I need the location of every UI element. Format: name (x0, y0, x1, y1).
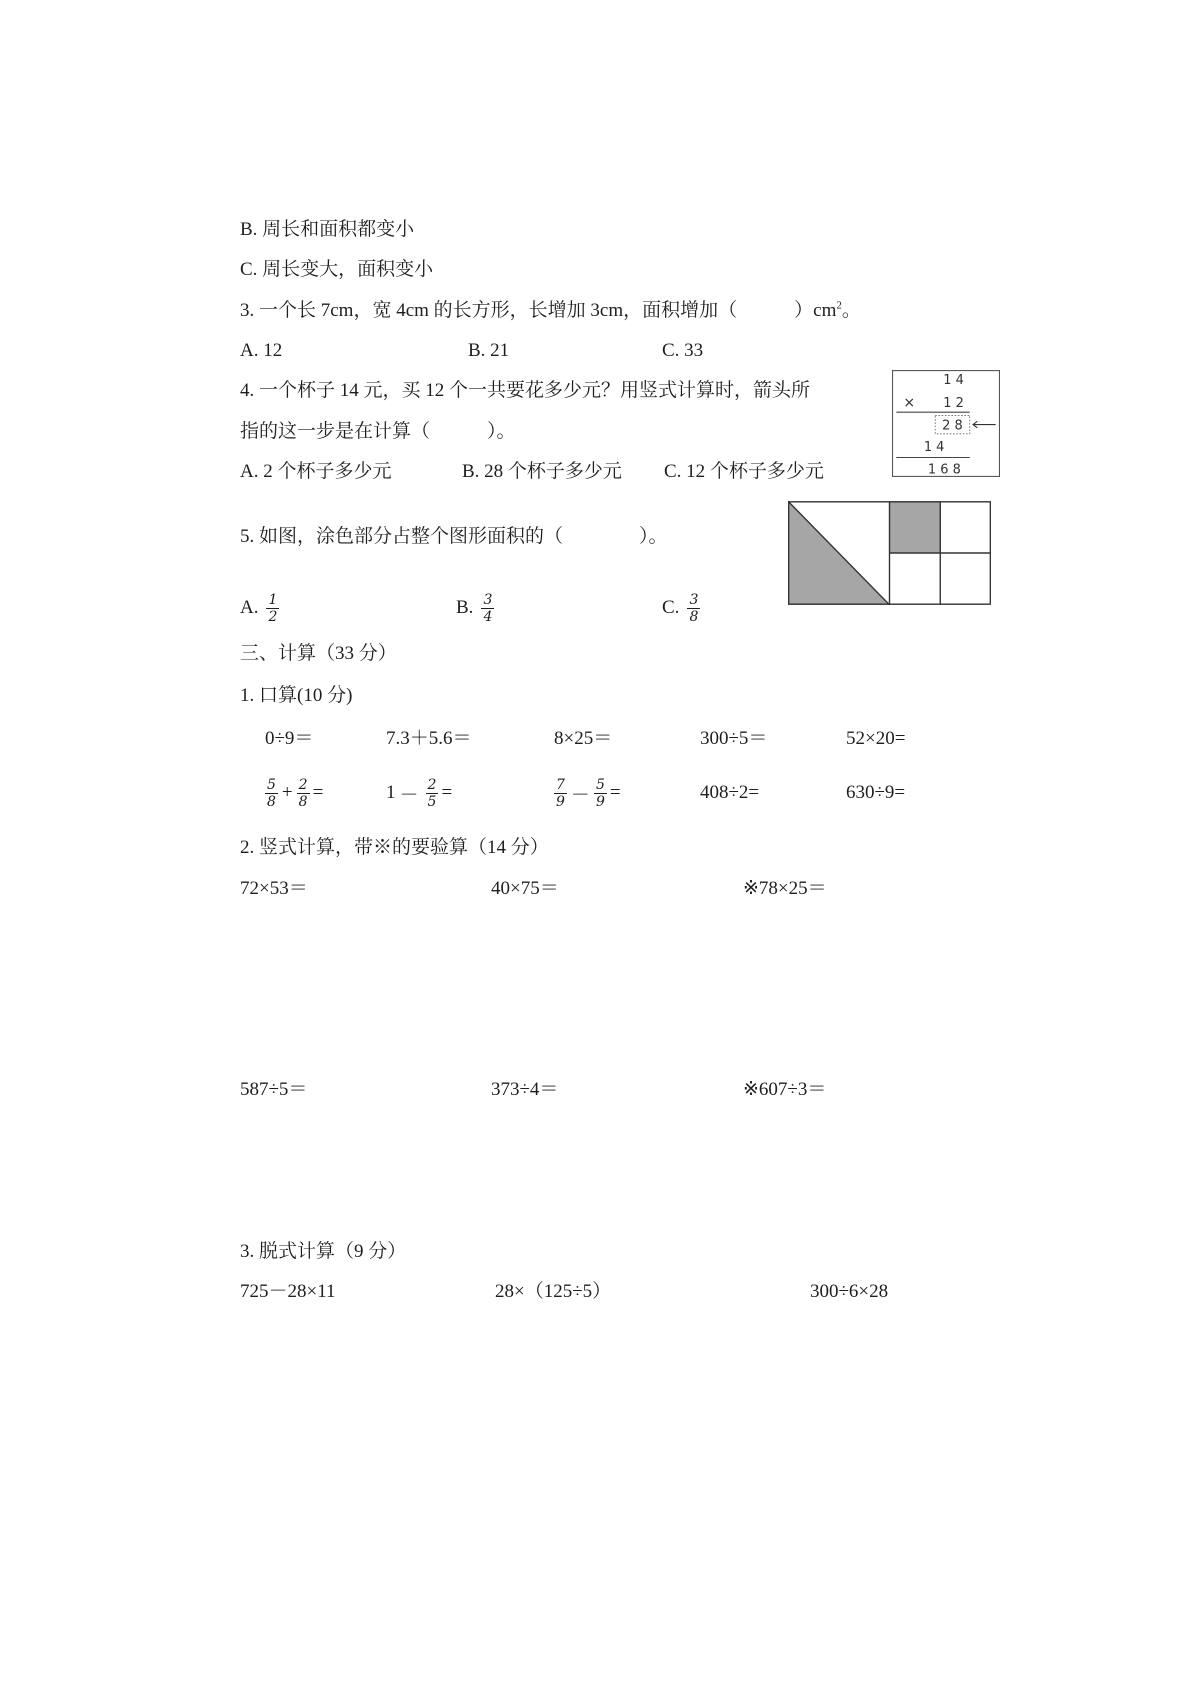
oral-item-text: 630÷9= (846, 782, 906, 803)
numerator: 5 (595, 776, 605, 793)
numerator: 1 (268, 591, 278, 608)
denominator: 2 (268, 608, 278, 625)
fraction (297, 777, 310, 810)
q2-option-b: B. 周长和面积都变小 (240, 219, 415, 240)
shaded-small-square (890, 501, 941, 553)
vertical-calc-item: 72×53＝ (240, 878, 308, 899)
stepwise-calc-item: 28×（125÷5） (495, 1281, 612, 1302)
fraction (481, 592, 494, 625)
vertical-calc-item: 373÷4＝ (491, 1079, 559, 1100)
fraction (265, 777, 278, 810)
fraction (426, 777, 439, 810)
arrow-left-icon (973, 421, 996, 427)
oral-calc-title: 1. 口算(10 分) (240, 685, 353, 706)
q3-option-a: A. 12 (240, 340, 283, 361)
equals-sign: = (609, 782, 621, 803)
multiply-sign: × (903, 394, 916, 411)
numerator: 7 (556, 776, 565, 793)
denominator: 4 (483, 608, 493, 625)
denominator: 8 (689, 608, 699, 625)
oral-item-text: 408÷2= (700, 782, 760, 803)
stepwise-calc-item: 300÷6×28 (810, 1281, 889, 1302)
oral-item: 52×20= (846, 728, 906, 749)
fraction (687, 592, 700, 625)
operator: + (281, 782, 293, 803)
q3-end: 。 (841, 300, 861, 321)
oral-item (846, 770, 905, 816)
vertical-calc-item: ※78×25＝ (743, 878, 827, 899)
stepwise-calc-title: 3. 脱式计算（9 分） (240, 1241, 407, 1262)
oral-item: 300÷5＝ (700, 728, 768, 749)
denominator: 9 (595, 793, 605, 810)
q5-option-c (662, 586, 703, 630)
option-label: C. (662, 597, 680, 618)
numerator: 3 (483, 591, 493, 608)
numerator: 5 (267, 776, 276, 793)
multiplicand: 1 4 (943, 373, 964, 389)
oral-item (700, 770, 759, 816)
oral-fraction-item (554, 770, 621, 816)
q3-text: 3. 一个长 7cm，宽 4cm 的长方形，长增加 3cm，面积增加（ ）cm (240, 300, 837, 321)
numerator: 3 (689, 591, 699, 608)
oral-fraction-item (265, 770, 323, 816)
oral-fraction-item (386, 770, 452, 816)
q2-option-c: C. 周长变大，面积变小 (240, 259, 434, 280)
q4-option-a: A. 2 个杯子多少元 (240, 461, 392, 482)
fraction (266, 592, 279, 625)
equals-sign: = (441, 782, 453, 803)
denominator: 5 (427, 793, 437, 810)
vertical-multiplication-box (892, 370, 1000, 477)
option-label: B. (456, 597, 474, 618)
q3-option-b: B. 21 (468, 340, 510, 361)
option-label: A. (240, 597, 259, 618)
q3-option-c: C. 33 (662, 340, 704, 361)
multiplier: 1 2 (943, 395, 964, 411)
denominator: 8 (267, 793, 276, 810)
oral-item: 7.3＋5.6＝ (386, 728, 472, 749)
vertical-calc-item: 587÷5＝ (240, 1079, 308, 1100)
numerator: 2 (298, 776, 308, 793)
q5-option-b (456, 586, 497, 630)
operator: － (399, 784, 419, 806)
q3-question (240, 299, 861, 323)
q5-option-a (240, 586, 282, 630)
vertical-calc-item: 40×75＝ (491, 878, 559, 899)
whole-number: 1 (386, 782, 396, 803)
vertical-calc-title: 2. 竖式计算，带※的要验算（14 分） (240, 837, 549, 858)
final-product: 1 6 8 (927, 462, 961, 477)
q4-option-b: B. 28 个杯子多少元 (462, 461, 622, 482)
stepwise-calc-item: 725－28×11 (240, 1281, 336, 1302)
oral-item: 8×25＝ (554, 728, 613, 749)
vertical-calc-item: ※607÷3＝ (743, 1079, 827, 1100)
q4-question-line1: 4. 一个杯子 14 元，买 12 个一共要花多少元？用竖式计算时，箭头所 (240, 380, 811, 401)
operator: － (570, 784, 590, 806)
denominator: 8 (298, 793, 308, 810)
q4-option-c: C. 12 个杯子多少元 (664, 461, 824, 482)
numerator: 2 (427, 776, 437, 793)
denominator: 9 (556, 793, 565, 810)
partial-product-1: 2 8 (942, 418, 963, 434)
oral-item: 0÷9＝ (265, 728, 314, 749)
q5-question: 5. 如图，涂色部分占整个图形面积的（ ）。 (240, 526, 668, 547)
partial-product-2: 1 4 (923, 440, 945, 456)
q3-superscript: 2 (836, 299, 842, 312)
fraction (554, 777, 567, 810)
equals-sign: = (312, 782, 324, 803)
section-title: 三、计算（33 分） (240, 643, 397, 664)
fraction (594, 777, 607, 810)
shaded-area-figure (788, 501, 991, 605)
q4-question-line2: 指的这一步是在计算（ ）。 (240, 421, 516, 442)
